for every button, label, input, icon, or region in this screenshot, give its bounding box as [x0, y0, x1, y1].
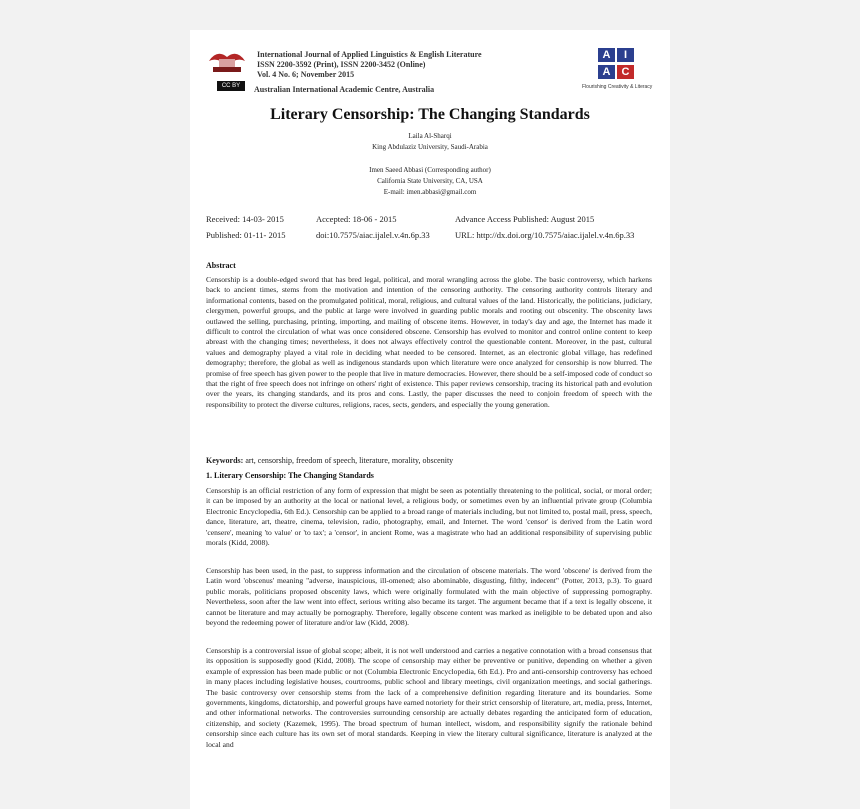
paper-page [190, 30, 670, 809]
journal-name: International Journal of Applied Linguistics & English Literature [257, 50, 482, 59]
keywords [206, 456, 453, 465]
author-block-2 [190, 165, 670, 198]
author-name: Laila Al-Sharqi [408, 132, 452, 140]
author-email[interactable]: E-mail: imen.abbasi@gmail.com [383, 188, 477, 196]
aiac-tagline: Flourishing Creativity & Literacy [582, 84, 653, 90]
author-name: Imen Saeed Abbasi (Corresponding author) [369, 166, 491, 174]
published-date: Published: 01-11- 2015 [206, 230, 286, 240]
cc-license-badge[interactable]: CC BY [217, 81, 245, 91]
author-affiliation: King Abdulaziz University, Saudi-Arabia [372, 143, 488, 151]
advance-access-date: Advance Access Published: August 2015 [455, 214, 595, 224]
aiac-letter: C [617, 65, 634, 79]
abstract-heading: Abstract [206, 261, 236, 270]
paragraph-2: Censorship has been used, in the past, to suppress information and the circulation of obscene materials. The word 'obscene' is derived from the Latin word 'obscenus' meaning "adverse, inauspicious, ill-omened; also abominable, disgusting, filthy, indecent" (Potter, 2013, p.3). To guard public morals, politicians proposed obscenity laws, which were originally formulated with the main objective of suppressing pornography. Nevertheless, soon after the law went into effect, serious writing also became its target. The argument became that if a text is legally obscene, it cannot be literature and may actually be pornography. Therefore, legally obscene content was marked as ineligible to be debated upon and also beyond the redeeming power of literature and/or law (Kidd, 2008). [206, 566, 652, 628]
keywords-list: art, censorship, freedom of speech, literature, morality, obscenity [245, 456, 454, 465]
journal-issn: ISSN 2200-3592 (Print), ISSN 2200-3452 (Online) [257, 60, 426, 69]
paragraph-3: Censorship is a controversial issue of global scope; albeit, it is not well understood and carries a negative connotation with a broad consensus that its opposition is supposedly good (Kidd, 2008). The scope of censorship may either be preventive or punitive, depending on whether a given example of expression has been made public or not (Columbia Electronic Encyclopedia, 6th Ed.). Pro and anti-censorship controversy has echoed in many places including legislative houses, courtrooms, public school and library meetings, civil organization meetings, and social gatherings. The basic controversy over censorship stems from the lack of a comprehensive definition regarding literature and its boundaries. Some governments, kingdoms, dictatorship, and powerful groups have earned notoriety for their strict censorship of literature, art, media, press, Internet, and other informational networks. The controversies surrounding censorship are actually debates regarding the anticipated form of education, citizenship, and society (Kazemek, 1995). The broad spectrum of human intellect, wisdom, and responsibility signify the rationale behind censorship since each culture has its own set of moral standards. Keeping in view the literary cultural significance, literature is analyzed at the local and [206, 646, 652, 749]
section-heading: 1. Literary Censorship: The Changing Standards [206, 471, 374, 480]
received-date: Received: 14-03- 2015 [206, 214, 284, 224]
aiac-letter: I [617, 48, 634, 62]
journal-volume: Vol. 4 No. 6; November 2015 [257, 70, 355, 79]
journal-header [257, 50, 482, 80]
abstract-text: Censorship is a double-edged sword that has bred legal, political, and moral wrangling across the globe. The basic controversy, which harkens back to ancient times, stems from the motivation and intention of the censoring authority. The censoring authority controls literary and informational contents, based on the promulgated political, moral, religious, and cultural values of the land. Historically, the politicians, judiciary, clergymen, powerful groups, and the public at large were involved in guarding public morals and rooting out obscenity. The obscenity laws outlawed the selling, purchasing, printing, importing, and mailing of obscene items. However, in today's day and age, the Internet has made it difficult to control the circulation of what was once considered obscene. Censorship has evolved to monitor and control online content to keep abreast with the changing times; nevertheless, it does not always effectively control the questionable content. Moreover, in the past, cultural values and demography played a vital role in deciding what needed to be censored. Internet, as an electronic global village, has redefined demography; therefore, the global as well as indigenous standards upon which literature were once analyzed for censorship is now blurred. The promise of free speech has given power to the people that live in mature democracies. However, there should be a self-imposed code of conduct so that the right of free speech does not infringe on others' right of existence. This paper reviews censorship, tracing its historical path and evolution over the years, its changing standards, and its pros and cons. Lastly, the paper discusses the need to conjoin freedom of speech with the responsibility to protect the diverse cultures, religions, races, sects, genders, and especially the young generation. [206, 275, 652, 409]
paragraph-1: Censorship is an official restriction of any form of expression that might be seen as potentially threatening to the political, social, or moral order; it can be imposed by an authority at the local or national level, a religious body, or sometimes even by an influential private group (Columbia Electronic Encyclopedia, 6th Ed.). Censorship can be applied to a broad range of materials including, but not limited to, postal mail, press, speech, dance, literature, art, theatre, cinema, television, radio, photography, email, and Internet. The word 'censor' is derived from the Latin word 'censere', meaning 'to value' or 'to tax'; a 'censor', in ancient Rome, was a magistrate who had an additional responsibility of supervising public morals (Kidd, 2008). [206, 486, 652, 548]
journal-logo-icon [207, 47, 247, 75]
author-affiliation: California State University, CA, USA [377, 177, 483, 185]
article-url[interactable]: URL: http://dx.doi.org/10.7575/aiac.ijalel.v.4n.6p.33 [455, 230, 635, 240]
keywords-label: Keywords: [206, 456, 244, 465]
accepted-date: Accepted: 18-06 - 2015 [316, 214, 397, 224]
doi[interactable]: doi:10.7575/aiac.ijalel.v.4n.6p.33 [316, 230, 430, 240]
author-block-1 [190, 131, 670, 153]
paper-title: Literary Censorship: The Changing Standards [270, 106, 590, 123]
aiac-logo-icon [596, 46, 636, 82]
aiac-letter: A [598, 48, 615, 62]
journal-publisher: Australian International Academic Centre, Australia [254, 85, 435, 94]
aiac-letter: A [598, 65, 615, 79]
